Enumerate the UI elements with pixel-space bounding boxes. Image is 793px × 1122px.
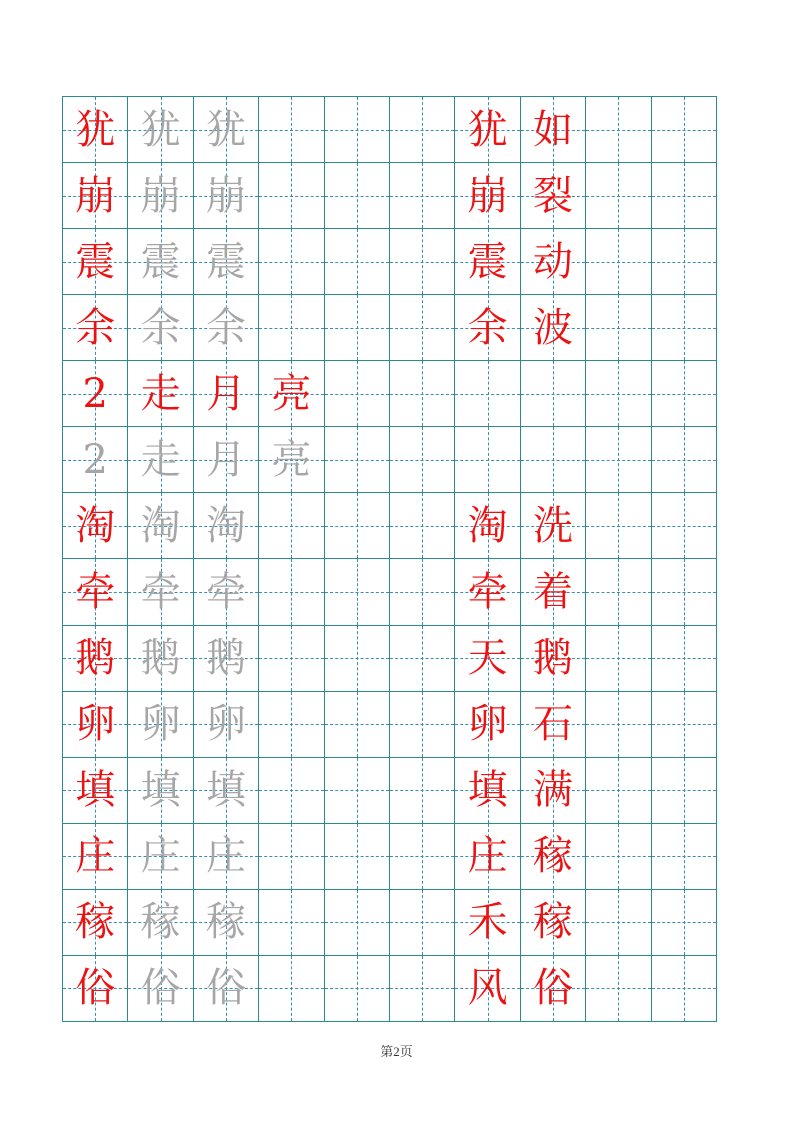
grid-cell: [520, 757, 585, 823]
grid-cell: [193, 757, 258, 823]
model-character: 亮: [271, 370, 312, 417]
grid-cell: [389, 757, 454, 823]
grid-cell: [258, 955, 323, 1021]
grid-cell: [585, 889, 650, 955]
grid-cell: [585, 96, 650, 162]
trace-character: 淘: [205, 502, 246, 549]
grid-cell: [127, 558, 192, 624]
grid-cell: [324, 823, 389, 889]
grid-cell: [454, 294, 519, 360]
grid-cell: [127, 691, 192, 757]
model-character: 禾: [467, 899, 508, 946]
trace-character: 犹: [140, 106, 181, 153]
trace-character: 牵: [205, 569, 246, 616]
model-character: 余: [75, 304, 116, 351]
grid-cell: [389, 691, 454, 757]
grid-cell: [389, 492, 454, 558]
grid-cell: [389, 294, 454, 360]
grid-cell: [258, 426, 323, 492]
model-character: 震: [467, 238, 508, 285]
grid-cell: [585, 492, 650, 558]
model-character: 犹: [75, 106, 116, 153]
grid-cell: [127, 823, 192, 889]
model-character: 稼: [532, 833, 573, 880]
grid-cell: [454, 691, 519, 757]
model-character: 淘: [467, 502, 508, 549]
trace-character: 震: [205, 238, 246, 285]
grid-cell: [520, 558, 585, 624]
grid-cell: [127, 426, 192, 492]
grid-cell: [585, 558, 650, 624]
grid-cell: [585, 360, 650, 426]
model-character: 震: [75, 238, 116, 285]
grid-cell: [651, 492, 716, 558]
grid-cell: [324, 691, 389, 757]
grid-cell: [585, 228, 650, 294]
grid-cell: [324, 294, 389, 360]
model-character: 波: [532, 304, 573, 351]
grid-cell: [454, 96, 519, 162]
grid-cell: [520, 426, 585, 492]
model-character: 走: [140, 370, 181, 417]
grid-cell: [62, 492, 127, 558]
grid-cell: [651, 889, 716, 955]
grid-cell: [454, 426, 519, 492]
model-character: 淘: [75, 502, 116, 549]
grid-cell: [193, 228, 258, 294]
grid-cell: [585, 162, 650, 228]
model-character: 崩: [75, 172, 116, 219]
trace-character: 崩: [140, 172, 181, 219]
grid-cell: [454, 955, 519, 1021]
trace-character: 稼: [140, 899, 181, 946]
grid-cell: [389, 955, 454, 1021]
grid-cell: [127, 162, 192, 228]
trace-character: 牵: [140, 569, 181, 616]
model-character: 卵: [467, 701, 508, 748]
grid-cell: [454, 360, 519, 426]
model-character: 牵: [467, 569, 508, 616]
grid-cell: [62, 823, 127, 889]
grid-cell: [454, 558, 519, 624]
grid-cell: [193, 889, 258, 955]
grid-cell: [127, 294, 192, 360]
grid-cell: [258, 889, 323, 955]
trace-character: 俗: [205, 965, 246, 1012]
grid-cell: [520, 889, 585, 955]
grid-cell: [258, 360, 323, 426]
grid-cell: [454, 492, 519, 558]
grid-cell: [324, 360, 389, 426]
grid-cell: [389, 625, 454, 691]
model-character: 俗: [532, 965, 573, 1012]
trace-character: 淘: [140, 502, 181, 549]
model-character: 洗: [532, 502, 573, 549]
page-number: 第2页: [380, 1044, 413, 1059]
trace-character: 卵: [140, 701, 181, 748]
grid-cell: [258, 162, 323, 228]
grid-cell: [389, 823, 454, 889]
grid-cell: [324, 757, 389, 823]
trace-character: 震: [140, 238, 181, 285]
grid-cell: [62, 294, 127, 360]
grid-cell: [193, 360, 258, 426]
grid-cell: [193, 492, 258, 558]
grid-cell: [324, 625, 389, 691]
grid-cell: [651, 558, 716, 624]
grid-cell: [127, 757, 192, 823]
grid-cell: [651, 228, 716, 294]
grid-cell: [258, 294, 323, 360]
grid-cell: [193, 162, 258, 228]
trace-character: 填: [140, 767, 181, 814]
grid-cell: [389, 426, 454, 492]
model-character: 庄: [75, 833, 116, 880]
grid-cell: [324, 955, 389, 1021]
model-character: 犹: [467, 106, 508, 153]
grid-cell: [258, 228, 323, 294]
grid-cell: [193, 96, 258, 162]
grid-cell: [520, 228, 585, 294]
trace-character: 走: [140, 436, 181, 483]
practice-grid: [62, 96, 717, 1022]
grid-cell: [324, 889, 389, 955]
grid-cell: [127, 889, 192, 955]
grid-cell: [324, 492, 389, 558]
grid-cell: [520, 625, 585, 691]
grid-cell: [585, 757, 650, 823]
grid-cell: [324, 558, 389, 624]
grid-cell: [585, 691, 650, 757]
grid-cell: [258, 625, 323, 691]
grid-cell: [651, 426, 716, 492]
grid-cell: [127, 96, 192, 162]
grid-cell: [193, 823, 258, 889]
grid-cell: [585, 955, 650, 1021]
grid-cell: [62, 625, 127, 691]
model-character: 石: [532, 701, 573, 748]
grid-cell: [520, 360, 585, 426]
grid-cell: [585, 294, 650, 360]
grid-cell: [193, 625, 258, 691]
grid-cell: [193, 955, 258, 1021]
grid-cell: [258, 96, 323, 162]
trace-character: 亮: [271, 436, 312, 483]
model-character: 月: [205, 370, 246, 417]
model-character: 天: [467, 635, 508, 682]
model-character: 稼: [75, 899, 116, 946]
model-character: 填: [467, 767, 508, 814]
grid-cell: [324, 228, 389, 294]
model-character: 庄: [467, 833, 508, 880]
grid-cell: [389, 558, 454, 624]
grid-cell: [454, 757, 519, 823]
trace-character: 2: [82, 436, 108, 483]
model-character: 鹅: [532, 635, 573, 682]
grid-cell: [62, 96, 127, 162]
grid-cell: [651, 955, 716, 1021]
grid-cell: [454, 228, 519, 294]
grid-cell: [193, 294, 258, 360]
model-character: 牵: [75, 569, 116, 616]
trace-character: 月: [205, 436, 246, 483]
grid-cell: [324, 162, 389, 228]
grid-cell: [520, 294, 585, 360]
grid-cell: [258, 492, 323, 558]
trace-character: 庄: [140, 833, 181, 880]
grid-cell: [127, 360, 192, 426]
grid-cell: [585, 625, 650, 691]
grid-cell: [62, 889, 127, 955]
grid-cell: [258, 691, 323, 757]
grid-cell: [454, 823, 519, 889]
grid-cell: [454, 889, 519, 955]
grid-cell: [651, 823, 716, 889]
grid-cell: [62, 955, 127, 1021]
model-character: 着: [532, 569, 573, 616]
grid-cell: [454, 625, 519, 691]
model-character: 俗: [75, 965, 116, 1012]
model-character: 裂: [532, 172, 573, 219]
grid-cell: [62, 228, 127, 294]
grid-cell: [193, 558, 258, 624]
grid-cell: [651, 360, 716, 426]
trace-character: 鹅: [140, 635, 181, 682]
trace-character: 卵: [205, 701, 246, 748]
trace-character: 庄: [205, 833, 246, 880]
grid-cell: [62, 426, 127, 492]
grid-cell: [651, 162, 716, 228]
trace-character: 余: [205, 304, 246, 351]
grid-cell: [62, 757, 127, 823]
model-character: 鹅: [75, 635, 116, 682]
grid-cell: [520, 691, 585, 757]
trace-character: 犹: [205, 106, 246, 153]
grid-cell: [651, 691, 716, 757]
model-character: 动: [532, 238, 573, 285]
grid-cell: [454, 162, 519, 228]
trace-character: 填: [205, 767, 246, 814]
grid-cell: [389, 96, 454, 162]
grid-cell: [651, 625, 716, 691]
model-character: 2: [82, 370, 108, 417]
trace-character: 鹅: [205, 635, 246, 682]
model-character: 崩: [467, 172, 508, 219]
grid-cell: [324, 96, 389, 162]
grid-cell: [258, 823, 323, 889]
grid-cell: [258, 558, 323, 624]
grid-cell: [520, 162, 585, 228]
grid-cell: [62, 162, 127, 228]
model-character: 如: [532, 106, 573, 153]
grid-cell: [324, 426, 389, 492]
grid-cell: [585, 823, 650, 889]
grid-cell: [127, 625, 192, 691]
grid-cell: [389, 228, 454, 294]
model-character: 卵: [75, 701, 116, 748]
model-character: 稼: [532, 899, 573, 946]
grid-cell: [62, 691, 127, 757]
grid-cell: [62, 558, 127, 624]
grid-cell: [651, 96, 716, 162]
grid-cell: [127, 228, 192, 294]
grid-cell: [127, 955, 192, 1021]
grid-cell: [585, 426, 650, 492]
model-character: 满: [532, 767, 573, 814]
trace-character: 俗: [140, 965, 181, 1012]
grid-cell: [258, 757, 323, 823]
grid-cell: [520, 96, 585, 162]
grid-cell: [651, 757, 716, 823]
grid-cell: [193, 426, 258, 492]
grid-cell: [389, 889, 454, 955]
trace-character: 余: [140, 304, 181, 351]
grid-cell: [520, 492, 585, 558]
model-character: 余: [467, 304, 508, 351]
grid-cell: [520, 823, 585, 889]
grid-cell: [62, 360, 127, 426]
grid-cell: [389, 162, 454, 228]
grid-cell: [193, 691, 258, 757]
grid-cell: [520, 955, 585, 1021]
grid-cell: [651, 294, 716, 360]
grid-cell: [389, 360, 454, 426]
model-character: 填: [75, 767, 116, 814]
trace-character: 稼: [205, 899, 246, 946]
grid-cell: [127, 492, 192, 558]
trace-character: 崩: [205, 172, 246, 219]
model-character: 风: [467, 965, 508, 1012]
